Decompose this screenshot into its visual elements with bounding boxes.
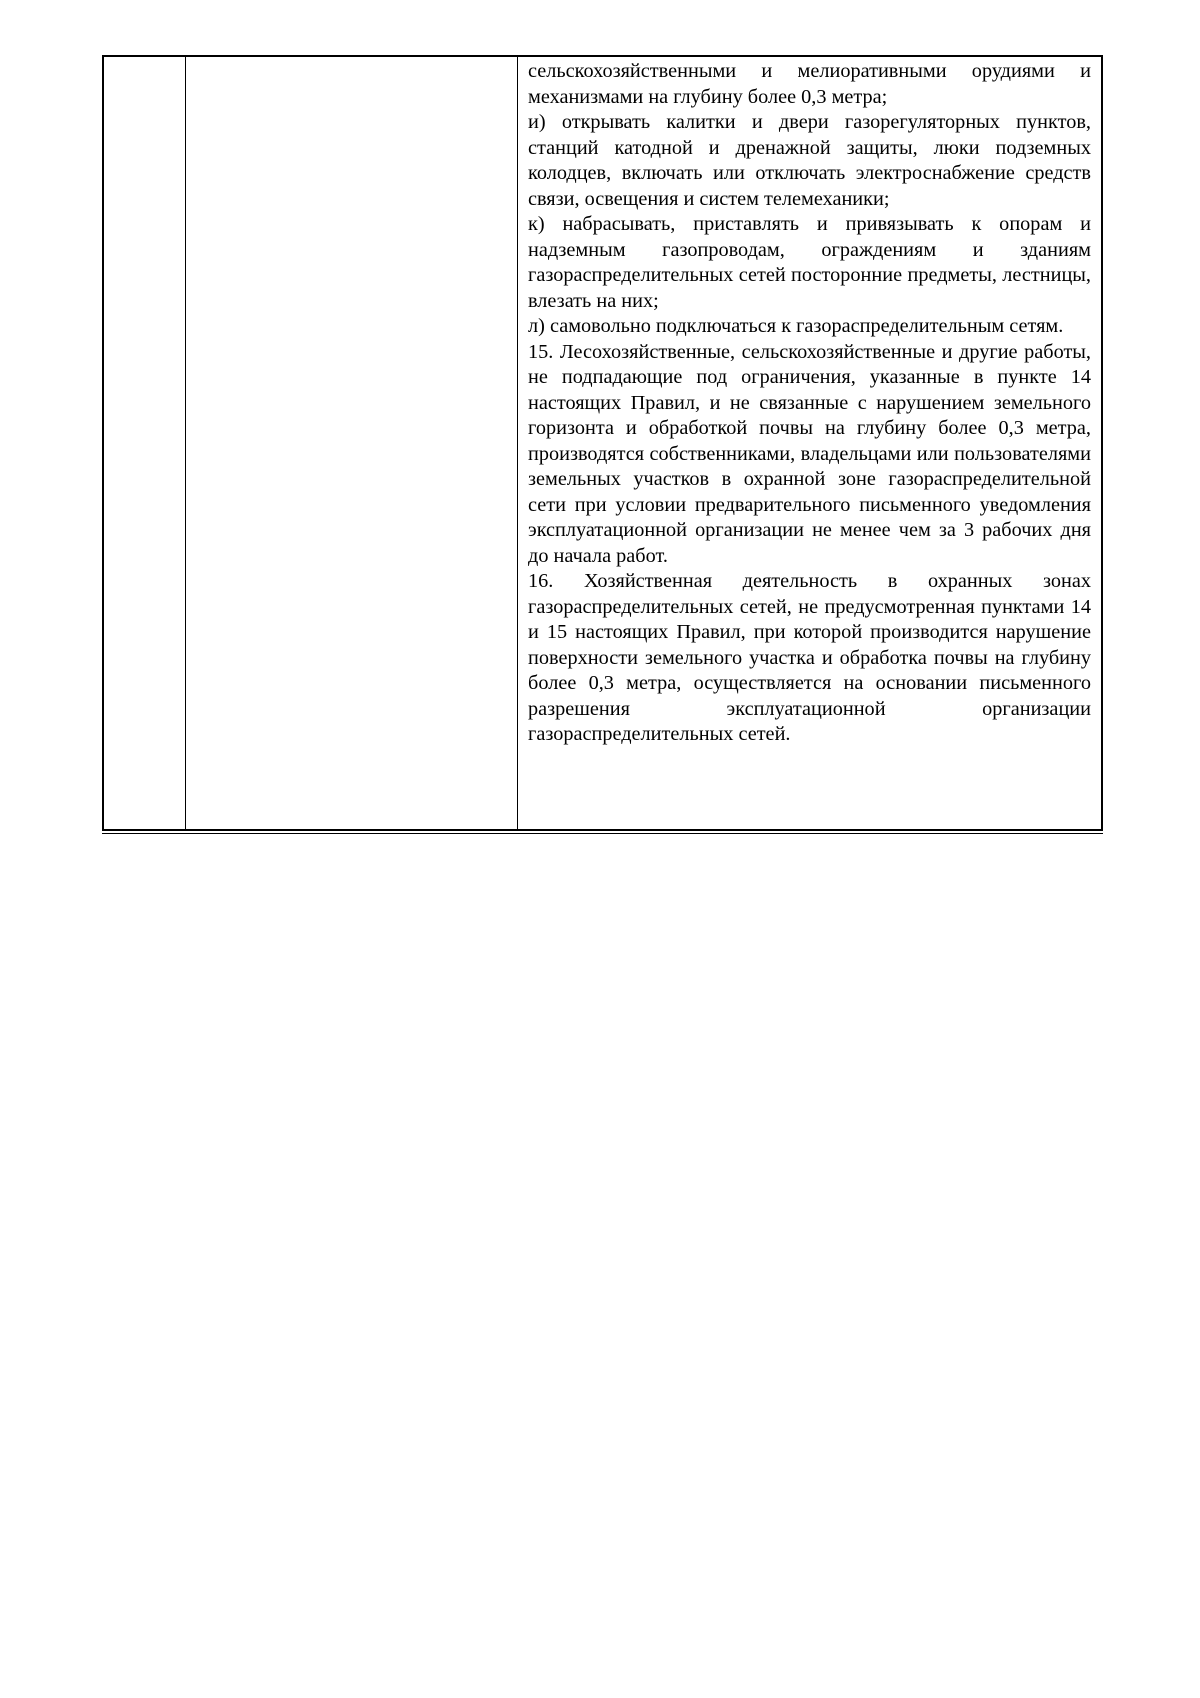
table-cell-number	[104, 57, 186, 829]
paragraph-point-15: 15. Лесохозяйственные, сельскохозяйственные и другие работы, не подпадающие под ограничения, указанные в пункте 14 настоящих Правил, и не связанные с нарушением земельного горизонта и обработкой почвы на глубину более 0,3 метра, производятся собственниками, владельцами или пользователями земельных участков в охранной зоне газораспределительной сети при условии предварительного письменного уведомления эксплуатационной организации не менее чем за 3 рабочих дня до начала работ.	[528, 340, 1091, 567]
paragraph-continuation: сельскохозяйственными и мелиоративными орудиями и механизмами на глубину более 0,3 метра;	[528, 60, 1091, 108]
paragraph-point-16: 16. Хозяйственная деятельность в охранных зонах газораспределительных сетей, не предусмотренная пунктами 14 и 15 настоящих Правил, при которой производится нарушение поверхности земельного участка и обработка почвы на глубину более 0,3 метра, осуществляется на основании письменного разрешения эксплуатационной организации газораспределительных сетей.	[528, 570, 1091, 745]
document-table	[102, 55, 1103, 831]
paragraph-item-i: и) открывать калитки и двери газорегуляторных пунктов, станций катодной и дренажной защиты, люки подземных колодцев, включать или отключать электроснабжение средств связи, освещения и систем телемеханики;	[528, 111, 1091, 210]
paragraph-item-k: к) набрасывать, приставлять и привязывать к опорам и надземным газопроводам, ограждениям и зданиям газораспределительных сетей посторонние предметы, лестницы, влезать на них;	[528, 213, 1091, 312]
paragraph-item-l: л) самовольно подключаться к газораспределительным сетям.	[528, 315, 1064, 337]
table-cell-text	[518, 57, 1101, 829]
table-cell-name	[186, 57, 518, 829]
